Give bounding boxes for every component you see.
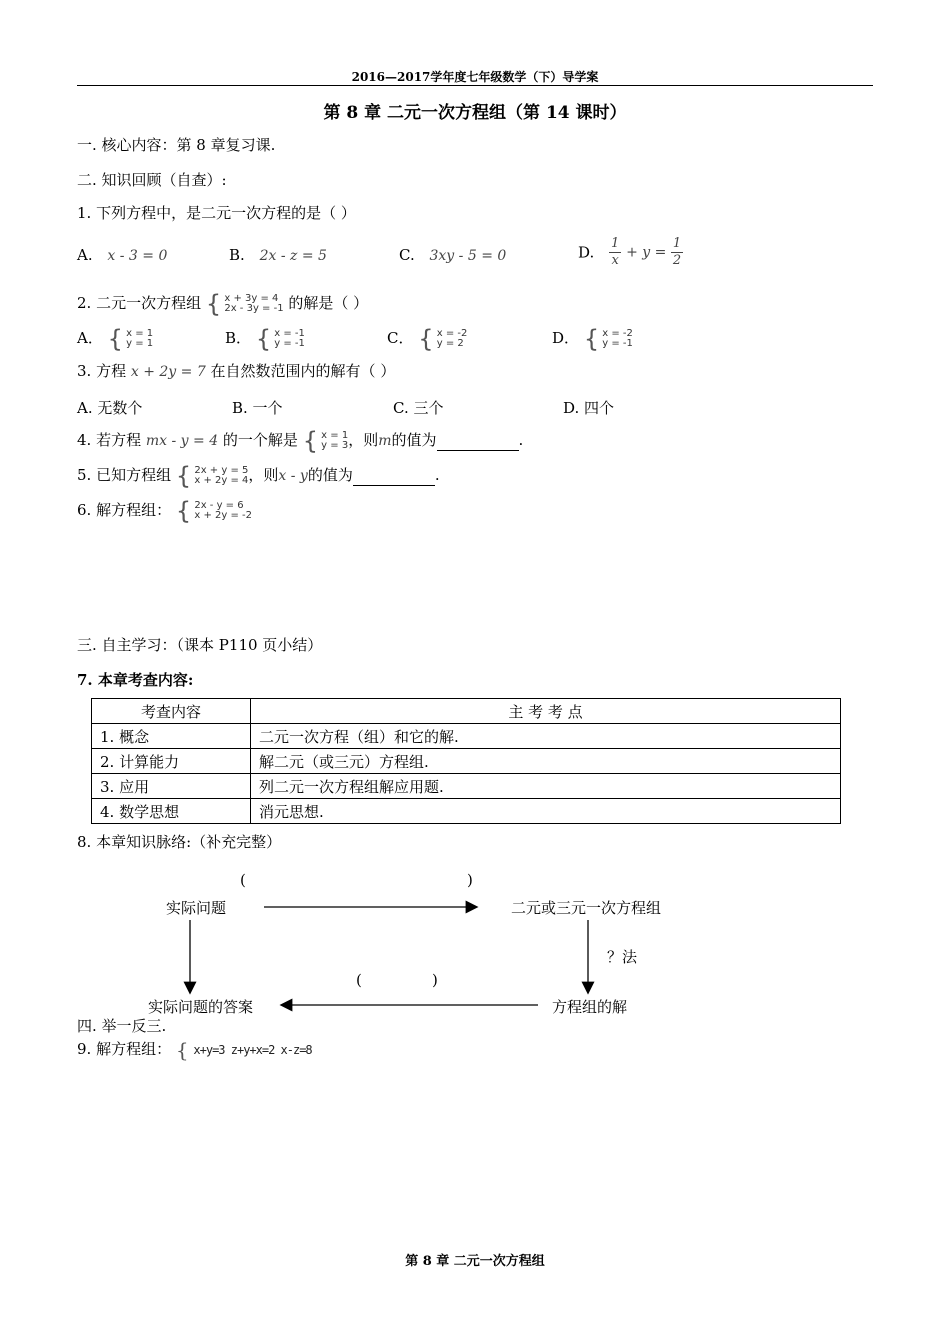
q2-d-row1: x = -2 xyxy=(602,328,633,339)
q2-c-row2: y = 2 xyxy=(436,338,464,349)
diagram-mid-paren-right: ) xyxy=(432,971,438,989)
section-practice: 四. 举一反三. xyxy=(77,1017,167,1035)
table-cell: 消元思想. xyxy=(251,799,841,824)
diagram-method-label: ？法 xyxy=(607,948,638,966)
q2-a-row2: y = 1 xyxy=(126,338,154,349)
diagram-mid-paren-left: ( xyxy=(356,971,362,989)
table-cell: 二元一次方程（组）和它的解. xyxy=(251,724,841,749)
q1-a-label: A. xyxy=(77,246,93,264)
brace-icon: { xyxy=(175,462,192,490)
q3-option-d: D. 四个 xyxy=(563,399,615,417)
q5-row1: 2x + y = 5 xyxy=(194,465,249,476)
brace-icon: { xyxy=(418,325,434,353)
q4-post1: ，则 xyxy=(348,431,379,449)
table-header-cell: 主 考 考 点 xyxy=(251,699,841,724)
q6-pre: 6. 解方程组： xyxy=(77,501,172,519)
q1-c-label: C. xyxy=(399,246,415,264)
q3-option-b: B. 一个 xyxy=(232,399,283,417)
brace-icon: { xyxy=(302,427,318,455)
q9-system: x+y=3 z+y+x=2 x-z=8 xyxy=(193,1043,312,1057)
q2-c-row1: x = -2 xyxy=(436,328,468,339)
q2-sys-row1: x + 3y = 4 xyxy=(224,293,279,304)
q4-row1: x = 1 xyxy=(321,430,349,441)
q1-d-num2: 1 xyxy=(672,236,682,251)
q1-d-den2: 2 xyxy=(672,253,682,268)
q4-mid: 的一个解是 xyxy=(222,431,298,449)
q3-expr: x + 2y = 7 xyxy=(130,364,206,380)
q2-sys-row2: 2x - 3y = -1 xyxy=(224,303,284,314)
q2-d-row2: y = -1 xyxy=(602,338,633,349)
q5-end: . xyxy=(434,466,440,484)
page-footer: 第 8 章 二元一次方程组 xyxy=(405,1254,545,1269)
diagram-node-solution: 方程组的解 xyxy=(552,998,628,1016)
q3-stem-post: 在自然数范围内的解有（ ） xyxy=(210,362,396,380)
section-review: 二. 知识回顾（自查）: xyxy=(77,171,227,189)
q2-c-label: C． xyxy=(387,329,414,347)
diagram-node-answer: 实际问题的答案 xyxy=(148,998,254,1016)
brace-icon: { xyxy=(107,325,123,353)
q1-stem: 1. 下列方程中，是二元一次方程的是（ ） xyxy=(77,204,356,222)
q1-a-expr: x - 3 = 0 xyxy=(107,248,168,264)
table-cell: 4. 数学思想 xyxy=(92,799,251,824)
lesson-title: 第 8 章 二元一次方程组（第 14 课时） xyxy=(323,103,627,123)
table-cell: 1. 概念 xyxy=(92,724,251,749)
section-core-content: 一. 核心内容：第 8 章复习课. xyxy=(77,136,276,154)
brace-icon: { xyxy=(205,290,222,318)
q1-d-label: D. xyxy=(578,243,595,262)
section-self-study: 三. 自主学习：（课本 P110 页小结） xyxy=(77,636,323,654)
q5-pre: 5. 已知方程组 xyxy=(77,466,172,484)
q5-mid: ，则 xyxy=(248,466,279,484)
q5-post: 的值为 xyxy=(307,466,353,484)
diagram-top-paren-left: ( xyxy=(240,871,246,889)
q2-b-row2: y = -1 xyxy=(274,338,305,349)
table-cell: 2. 计算能力 xyxy=(92,749,251,774)
q2-a-row1: x = 1 xyxy=(126,328,154,339)
q9 xyxy=(77,1038,312,1062)
q4-post2: 的值为 xyxy=(391,431,437,449)
q9-pre: 9. 解方程组： xyxy=(77,1040,172,1058)
q3-stem-pre: 3. 方程 xyxy=(77,362,127,380)
table-header-cell: 考查内容 xyxy=(92,699,251,724)
diagram-top-paren-right: ) xyxy=(467,871,473,889)
q2-stem-post: 的解是（ ） xyxy=(288,294,369,312)
q7-heading: 7. 本章考查内容: xyxy=(77,671,194,689)
q2-b-row1: x = -1 xyxy=(274,328,305,339)
brace-icon: { xyxy=(255,325,272,353)
q5-row2: x + 2y = 4 xyxy=(194,475,249,486)
q4-pre: 4. 若方程 xyxy=(77,431,142,449)
q1-d-mid: + y = xyxy=(626,244,671,261)
q1-d-num1: 1 xyxy=(611,236,620,251)
brace-icon: { xyxy=(175,497,192,525)
q2-d-label: D． xyxy=(552,329,580,347)
q1-d-den1: x xyxy=(611,253,619,268)
q1-c-expr: 3xy - 5 = 0 xyxy=(429,248,507,264)
brace-icon: { xyxy=(583,325,600,353)
q1-b-expr: 2x - z = 5 xyxy=(259,248,327,264)
q2-a-label: A． xyxy=(77,329,103,347)
q4-end: . xyxy=(518,431,524,449)
q3-option-c: C. 三个 xyxy=(393,399,444,417)
q4-expr: mx - y = 4 xyxy=(145,433,219,449)
table-cell: 列二元一次方程组解应用题. xyxy=(251,774,841,799)
table-cell: 3. 应用 xyxy=(92,774,251,799)
q6-row1: 2x - y = 6 xyxy=(194,500,244,511)
q1-b-label: B. xyxy=(229,246,245,264)
q6-row2: x + 2y = -2 xyxy=(194,510,252,521)
table-cell: 解二元（或三元）方程组. xyxy=(251,749,841,774)
diagram-node-real-problem: 实际问题 xyxy=(166,899,227,917)
diagram-node-equation-system: 二元或三元一次方程组 xyxy=(511,899,662,917)
page-header: 2016—2017学年度七年级数学（下）导学案 xyxy=(351,70,599,84)
brace-icon: { xyxy=(175,1038,189,1062)
q8-heading: 8. 本章知识脉络:（补充完整） xyxy=(77,833,282,851)
q4-var-m: m xyxy=(378,433,392,449)
q2-stem-pre: 2. 二元一次方程组 xyxy=(77,294,202,312)
q4-row2: y = 3 xyxy=(321,440,349,451)
q2-b-label: B． xyxy=(225,329,252,347)
q3-option-a: A. 无数个 xyxy=(77,399,143,417)
q5-expr: x - y xyxy=(278,468,308,484)
